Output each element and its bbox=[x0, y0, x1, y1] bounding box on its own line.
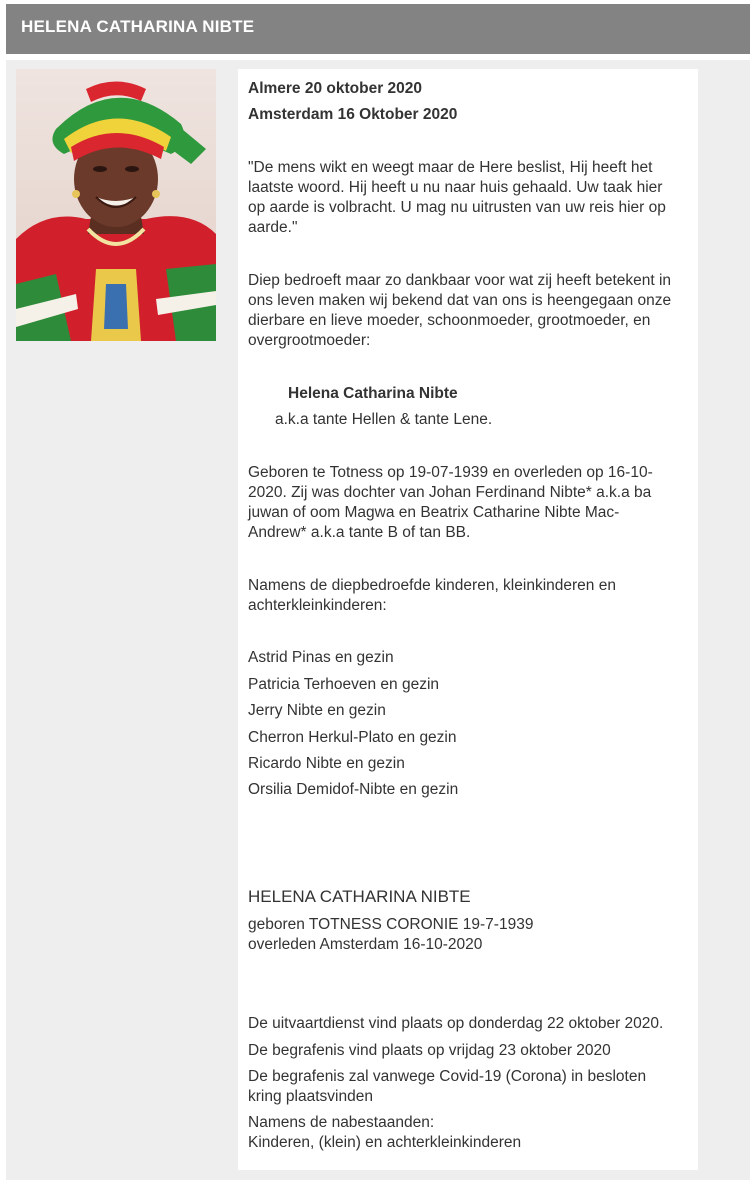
family-member: Cherron Herkul-Plato en gezin bbox=[248, 729, 457, 746]
quote-line: laatste woord. Hij heeft u nu naar huis gehaald. Uw taak hier bbox=[248, 179, 663, 196]
portrait-illustration bbox=[16, 69, 216, 341]
page-title: HELENA CATHARINA NIBTE bbox=[21, 17, 255, 36]
announcement-line: ons leven maken wij bekend dat van ons is heengegaan onze bbox=[248, 292, 672, 309]
family-member: Orsilia Demidof-Nibte en gezin bbox=[248, 781, 459, 798]
content-panel bbox=[6, 60, 750, 1180]
service-uitvaart: De uitvaartdienst vind plaats op donderdag 22 oktober 2020. bbox=[248, 1015, 664, 1032]
service-kinderen: Kinderen, (klein) en achterkleinkinderen bbox=[248, 1134, 522, 1151]
service-namens: Namens de nabestaanden: bbox=[248, 1114, 435, 1131]
deceased-aka: a.k.a tante Hellen & tante Lene. bbox=[275, 411, 493, 428]
summary-name: HELENA CATHARINA NIBTE bbox=[248, 887, 471, 906]
announcement-line: dierbare en lieve moeder, schoonmoeder, grootmoeder, en bbox=[248, 312, 651, 329]
family-member: Jerry Nibte en gezin bbox=[248, 702, 386, 719]
birth-line: Andrew* a.k.a tante B of tan BB. bbox=[248, 524, 471, 541]
namens-line: achterkleinkinderen: bbox=[248, 597, 387, 614]
announcement-line: Diep bedroeft maar zo dankbaar voor wat zij heeft betekent in bbox=[248, 272, 672, 289]
quote-line: "De mens wikt en weegt maar de Here beslist, Hij heeft het bbox=[248, 159, 653, 176]
summary-died: overleden Amsterdam 16-10-2020 bbox=[248, 936, 483, 953]
service-covid: De begrafenis zal vanwege Covid-19 (Corona) in besloten bbox=[248, 1068, 647, 1085]
announcement-line: overgrootmoeder: bbox=[248, 332, 371, 349]
service-begrafenis: De begrafenis vind plaats op vrijdag 23 oktober 2020 bbox=[248, 1042, 611, 1059]
birth-line: juwan of oom Magwa en Beatrix Catharine Nibte Mac- bbox=[248, 504, 620, 521]
birth-line: Geboren te Totness op 19-07-1939 en overleden op 16-10- bbox=[248, 464, 653, 481]
family-member: Astrid Pinas en gezin bbox=[248, 649, 394, 666]
quote-line: aarde." bbox=[248, 219, 298, 236]
service-covid: kring plaatsvinden bbox=[248, 1088, 373, 1105]
date-amsterdam: Amsterdam 16 Oktober 2020 bbox=[248, 106, 458, 123]
quote-line: op aarde is volbracht. U mag nu uitrusten van uw reis hier op bbox=[248, 199, 666, 216]
page-header bbox=[6, 4, 750, 54]
date-almere: Almere 20 oktober 2020 bbox=[248, 80, 423, 97]
deceased-name: Helena Catharina Nibte bbox=[288, 385, 458, 402]
birth-line: 2020. Zij was dochter van Johan Ferdinand Nibte* a.k.a ba bbox=[248, 484, 652, 501]
portrait-photo bbox=[16, 69, 216, 341]
summary-born: geboren TOTNESS CORONIE 19-7-1939 bbox=[248, 916, 534, 933]
family-member: Patricia Terhoeven en gezin bbox=[248, 676, 440, 693]
family-member: Ricardo Nibte en gezin bbox=[248, 755, 405, 772]
obituary-text bbox=[238, 69, 698, 1170]
namens-line: Namens de diepbedroefde kinderen, kleinkinderen en bbox=[248, 577, 616, 594]
